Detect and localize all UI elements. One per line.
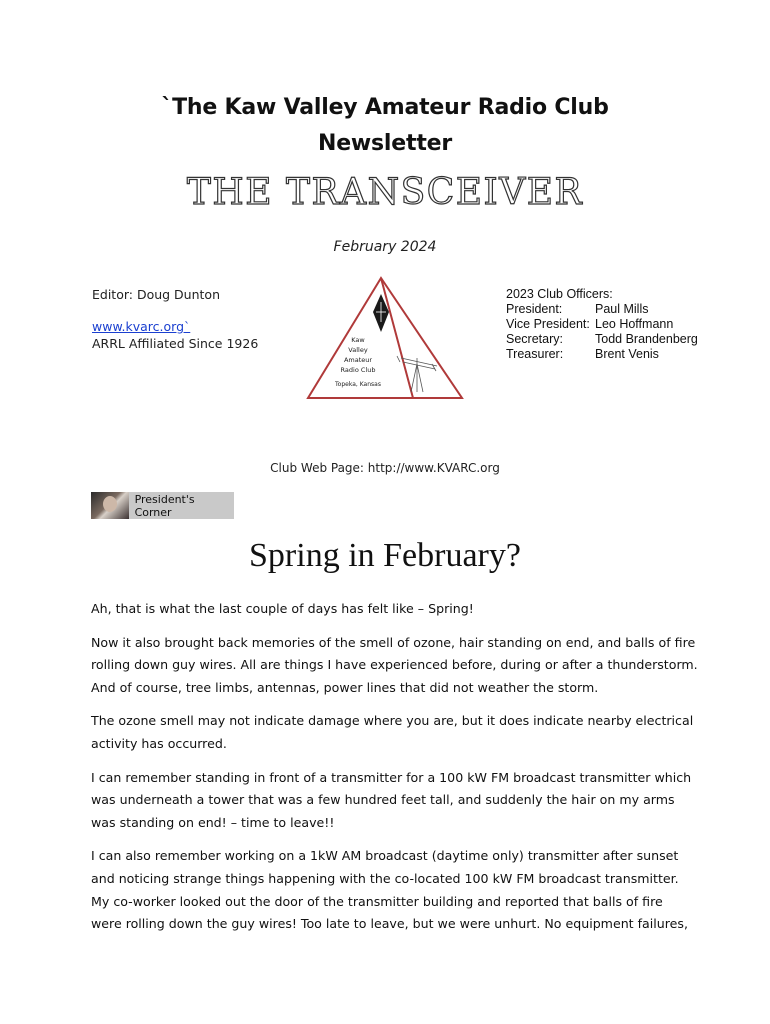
presidents-corner-banner [91,492,234,519]
officer-row: Secretary: Todd Brandenberg [506,332,698,346]
arrl-affiliation: ARRL Affiliated Since 1926 [92,336,259,351]
logo-text-4: Radio Club [340,366,376,374]
logo-text-3: Amateur [343,356,373,364]
newsletter-title: Newsletter [317,131,453,156]
paragraph: Ah, that is what the last couple of days has felt like – Spring! [91,601,474,616]
club-title: `The Kaw Valley Amateur Radio Club [161,95,609,120]
officer-row: President: Paul Mills [506,302,649,316]
club-logo [305,274,465,402]
officer-row: Treasurer: Brent Venis [506,347,659,361]
officers-heading: 2023 Club Officers: [506,287,613,301]
club-officers [506,287,698,362]
editor-name: Editor: Doug Dunton [92,287,221,302]
website-link[interactable]: www.kvarc.org` [92,319,191,334]
president-photo-icon [91,492,129,519]
article-headline: Spring in February? [249,537,521,574]
logo-text-2: Valley [348,346,368,354]
logo-location: Topeka, Kansas [335,381,381,388]
paragraph: I can remember standing in front of a transmitter for a 100 kW FM broadcast transmitter which was underneath a tower that was a few hundred feet tall, and suddenly the hair on my arms was standing on end! – time to leave!! [91,769,692,830]
officer-row: Vice President: Leo Hoffmann [506,317,674,331]
paragraph: I can also remember working on a 1kW AM broadcast (daytime only) transmitter after sunset and noticing strange things happening with the co-located 100 kW FM broadcast transmitter. My co-worker looked out the door of the transmitter building and reported that balls of fire were rolling down the guy wires! Too late to leave, but we were unhurt. No equipment failures, [91,848,688,932]
paragraph: The ozone smell may not indicate damage where you are, but it does indicate nearby electrical activity has occurred. [91,713,694,751]
logo-text-1: Kaw [351,336,365,344]
masthead-title: THE TRANSCEIVER [186,172,584,213]
club-web-page: Club Web Page: http://www.KVARC.org [270,461,500,475]
editor-info [92,287,258,353]
paragraph: Now it also brought back memories of the smell of ozone, hair standing on end, and balls of fire rolling down guy wires. All are things I have experienced before, during or after a thunderstorm. And of course, tree limbs, antennas, power lines that did not weather the storm. [91,634,698,695]
issue-date: February 2024 [333,239,437,255]
presidents-corner-label: President's Corner [134,492,195,519]
article-body [91,598,698,947]
